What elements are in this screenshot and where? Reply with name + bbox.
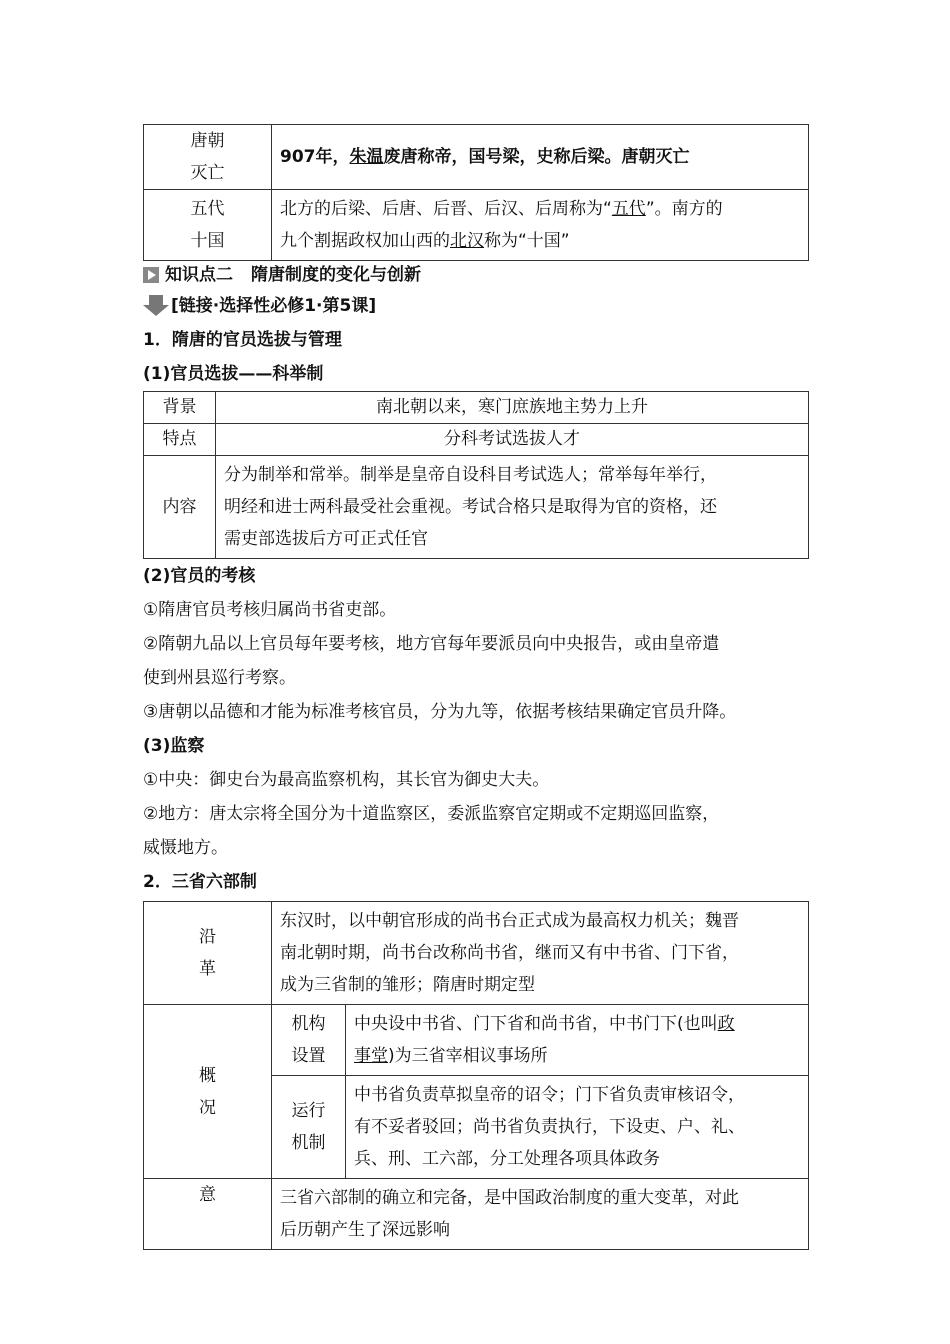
- underlined-term: 政: [717, 1014, 735, 1034]
- content-text: )为三省宰相议事场所: [388, 1046, 548, 1066]
- sub-header: [272, 1005, 346, 1076]
- content-line: 兵、刑、工六部，分工处理各项具体政务: [354, 1149, 660, 1169]
- sub-header-line: 设置: [291, 1046, 326, 1066]
- document-page: [143, 124, 808, 1250]
- row-header-line: 五代: [190, 199, 225, 219]
- keju-table: [143, 391, 809, 559]
- paragraph-line: ③唐朝以品德和才能为标准考核官员，分为九等，依据考核结果确定官员升降。: [143, 702, 737, 722]
- paragraph-line: ①中央：御史台为最高监察机构，其长官为御史大夫。: [143, 770, 550, 790]
- three-departments-table: [143, 901, 809, 1250]
- sub-header-line: 机制: [291, 1133, 326, 1153]
- paragraph-line: 使到州县巡行考察。: [143, 668, 296, 688]
- textbook-link: [143, 289, 808, 323]
- row-content: [346, 1076, 809, 1179]
- knowledge-point-title: 隋唐制度的变化与创新: [251, 264, 421, 285]
- table-row: [144, 190, 809, 261]
- content-line: 成为三省制的雏形；隋唐时期定型: [280, 975, 535, 995]
- row-header: [144, 190, 272, 261]
- paragraph-line: 威慑地方。: [143, 838, 228, 858]
- content-line: 分为制举和常举。制举是皇帝自设科目考试选人；常举每年举行，: [224, 465, 717, 485]
- underlined-term: 五代: [611, 199, 646, 219]
- row-header-line: 革: [199, 959, 216, 979]
- paragraph-line: ②地方：唐太宗将全国分为十道监察区，委派监察官定期或不定期巡回监察，: [143, 804, 720, 824]
- row-content: [272, 1179, 809, 1250]
- row-content: 分科考试选拔人才: [216, 424, 809, 456]
- content-line: 中书省负责草拟皇帝的诏令；门下省负责审核诏令，: [354, 1085, 745, 1105]
- content-text: ”。南方的: [645, 199, 723, 219]
- row-header-line: 概: [199, 1065, 216, 1086]
- table-row: [144, 1179, 809, 1250]
- table-row: [144, 902, 809, 1005]
- row-header: 特点: [144, 424, 216, 456]
- content-line: 南北朝时期，尚书台改称尚书省，继而又有中书省、门下省，: [280, 943, 739, 963]
- content-line: 东汉时，以中朝官形成的尚书台正式成为最高权力机关；魏晋: [280, 911, 739, 931]
- row-header: [144, 1179, 272, 1250]
- link-text: [链接·选择性必修1·第5课]: [171, 295, 377, 316]
- row-header: 背景: [144, 392, 216, 424]
- knowledge-point-label: 知识点二: [165, 264, 233, 285]
- sub-header: [272, 1076, 346, 1179]
- row-content: [272, 902, 809, 1005]
- paragraph-line: ②隋朝九品以上官员每年要考核，地方官每年要派员向中央报告，或由皇帝遣: [143, 634, 720, 654]
- content-line: 有不妥者驳回；尚书省负责执行，下设吏、户、礼、: [354, 1117, 745, 1137]
- play-triangle-icon: [143, 267, 159, 283]
- content-line: 三省六部制的确立和完备，是中国政治制度的重大变革，对此: [280, 1188, 739, 1208]
- row-header: [144, 1005, 272, 1179]
- content-text: 废唐称帝，国号梁，史称后梁。唐朝灭亡: [383, 147, 690, 167]
- row-header-line: 意: [199, 1185, 216, 1205]
- sub-header-line: 机构: [291, 1014, 326, 1034]
- section-title: 1．隋唐的官员选拔与管理: [143, 330, 342, 350]
- subsection-title: (1)官员选拔——科举制: [143, 364, 324, 384]
- row-header-line: 灭亡: [190, 163, 225, 183]
- row-header: [144, 902, 272, 1005]
- row-content: [216, 456, 809, 559]
- subsection-title: (2)官员的考核: [143, 566, 256, 586]
- content-line: 明经和进士两科最受社会重视。考试合格只是取得为官的资格，还: [224, 497, 717, 517]
- sub-header-line: 运行: [291, 1101, 326, 1121]
- down-arrow-icon: [143, 295, 169, 317]
- table-row: [144, 125, 809, 190]
- content-text: 九个割据政权加山西的: [280, 231, 450, 251]
- content-text: 907年，: [280, 147, 350, 167]
- underlined-term: 事堂: [354, 1046, 388, 1066]
- content-text: 北方的后梁、后唐、后晋、后汉、后周称为“: [280, 199, 612, 219]
- row-content: [272, 125, 809, 190]
- row-header-line: 沿: [199, 927, 216, 947]
- table-row: [144, 1005, 809, 1076]
- row-content: [272, 190, 809, 261]
- knowledge-point-heading: [143, 261, 808, 289]
- row-header-line: 十国: [190, 231, 225, 251]
- content-line: 后历朝产生了深远影响: [280, 1220, 450, 1240]
- underlined-term: 北汉: [450, 231, 484, 251]
- content-line: 需吏部选拔后方可正式任官: [224, 529, 428, 549]
- row-content: [346, 1005, 809, 1076]
- content-text: 称为“十国”: [484, 231, 570, 251]
- row-header: 内容: [144, 456, 216, 559]
- table-row: [144, 456, 809, 559]
- paragraph-line: ①隋唐官员考核归属尚书省吏部。: [143, 600, 397, 620]
- content-text: 中央设中书省、门下省和尚书省，中书门下(也叫: [354, 1014, 718, 1034]
- subsection-title: (3)监察: [143, 736, 205, 756]
- row-header: [144, 125, 272, 190]
- row-header-line: 唐朝: [190, 131, 225, 151]
- table-row: [144, 424, 809, 456]
- row-header-line: 况: [199, 1097, 216, 1118]
- table-row: [144, 392, 809, 424]
- section-title: 2．三省六部制: [143, 872, 257, 892]
- tang-collapse-table: [143, 124, 809, 261]
- row-content: 南北朝以来，寒门庶族地主势力上升: [216, 392, 809, 424]
- underlined-term: 朱温: [349, 147, 384, 167]
